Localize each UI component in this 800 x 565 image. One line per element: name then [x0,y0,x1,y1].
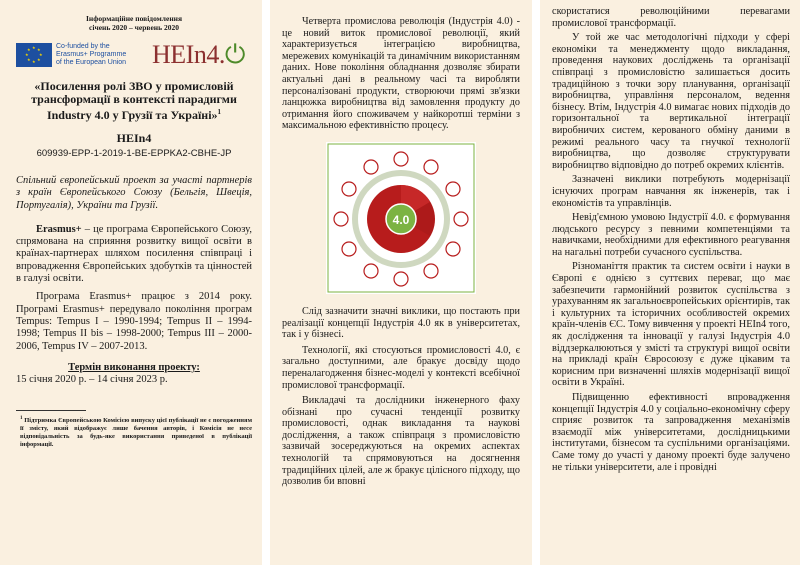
erasmus-bold: Erasmus+ [36,223,82,235]
programs-paragraph: Програма Erasmus+ працює з 2014 року. Програмі Erasmus+ передувало покоління програм Tempus: Tempus I – 1990-1994; Tempus II – 1994-1998; Tempus II bis – 1998-2000; Tempus III – 2000-2006, Tempus IV – 2007-2013. [16,291,252,352]
erasmus-paragraph: Erasmus+ – це програма Європейського Союзу, спрямована на сприяння розвитку вищої освіти в країнах-партнерах шляхом посилення співпраці і впровадження Європейських здобутків та цінностей в галузі освіти. [16,223,252,285]
newsletter-header [16,14,252,32]
eu-cofunded-text: Co-funded by the Erasmus+ Programme of the European Union [56,43,127,66]
modernization-paragraph: Зазначені виклики потребують модернізації існуючих програм навчання як інженерів, так і економістів та управлінців. [552,174,790,209]
continuation-paragraph: скористатися революційними перевагами промислової трансформації. [552,6,790,29]
technologies-paragraph: Технології, які стосуються промисловості 4.0, є загально доступними, але бракує досвіду щодо переналагодження бізнес-моделі у контексті всебічної промислової трансформації. [282,344,520,391]
project-code: 609939-EPP-1-2019-1-BE-EPPKA2-CBHE-JP [36,148,232,159]
deadline-value: 15 січня 2020 р. – 14 січня 2023 р. [16,373,168,385]
newsletter-period: січень 2020 – червень 2020 [89,23,179,32]
industry40-diagram-graphic [326,142,476,294]
challenges-paragraph: Слід зазначити значні виклики, що постають при реалізації концепції Індустрія 4.0 як в університетах, так і у бізнесі. [282,305,520,341]
newsletter-title: Інформаційне повідомлення [85,14,183,23]
diagram-technology-icon [446,242,460,256]
diagram-technology-icon [454,212,468,226]
deadline-label: Термін виконання проекту: [68,361,200,373]
diagram-technology-icon [364,160,378,174]
diversity-paragraph: Різноманіття практик та систем освіти і науки в Європі є однією з суттєвих переваг, що має забезпечити гармонійний розвиток суспільства з урахуванням як загальноєвропейських орієнтирів, так і культурних та історичних особливостей окремих країн-членів ЄС. Тому вивчення у проекті HEIn4 того, як дослідження та інновації у галузі Індустрія 4.0 віддзеркалюються у змісті та структурі вищої освіти на прикладі країн Євросоюзу є дуже цікавим та корисним при визначенні шляхів модернізації вищої освіти в Україні. [552,261,790,389]
human-resource-paragraph: Невід'ємною умовою Індустрії 4.0. є формування людського ресурсу з певними компетенціями та навичками, необхідними для ефективного реагування на нагальні потреби сучасного суспільства. [552,212,790,258]
footnote: $^1$ Підтримка Європейською Комісією випуску цієї публікації не є погодженням її змісту, який відображує лише бачення авторів, і Комісія не несе відповідальність за будь-яке використання приведеної в публікації інформації. [20,415,252,449]
diagram-technology-icon [424,160,438,174]
project-name: HEIn4 [116,131,152,145]
efficiency-paragraph: Підвищенню ефективності впровадження концепції Індустрія 4.0 у соціально-економічну сферу сприяє розвиток та запровадження механізмів взаємодії між університетами, дослідницькими інститутами, бізнесом та суспільними організаціями. Саме тому до участі у даному проекті буде залучено не тільки університети, але і провідні [552,392,790,473]
column-left [0,0,262,565]
diagram-technology-icon [446,182,460,196]
diagram-technology-icon [342,182,356,196]
logo-row [16,40,252,70]
diagram-technology-icon [394,152,408,166]
industry40-diagram [326,142,476,294]
methodology-paragraph: У той же час методологічні підходи у сфері економіки та менеджменту щодо викладання, проведення наукових досліджень та організації співпраці з промисловістю залишається досить традиційною з точки зору планування, організації виробництва, управління персоналом, ведення бізнесу. Втім, Індустрія 4.0 вимагає нових підходів до горизонтальної та вертикальної інтеграції виробничих систем, керованого обміну даними в режимі реального часу та гнучкої технології виробництва, що дозволяє структурувати виробництво відповідно до потреб окремих клієнтів. [552,32,790,171]
hein4-logo: HEIn4.⏻ [152,39,245,69]
project-intro: Спільний європейський проект за участі партнерів з країн Європейського Союзу (Бельгія, Швеція, Португалія), України та Грузії. [16,175,252,211]
researchers-paragraph: Викладачі та дослідники інженерного фаху обізнані про сучасні тенденції розвитку промисловості, однак викладання та наукові дослідження, а також співпраця з промисловістю зазвичай зосереджуються на окремих аспектах технологій та спрямовуються на досягнення традиційних цілей, але ж бракує цілісного підходу, що дозволив би вповні [282,395,520,488]
industry40-paragraph: Четверта промислова революція (Індустрія 4.0) - це новий виток промислової революції, який характеризується інтеграцією виробництва, мережевих комунікацій та динамічним використанням даних. Нове покоління обладнання дозволяє збирати актуальні дані в реальному часі та виробляти персоналізовані продукти, створюючи прямі зв'язки ланцюжка виробництва від замовлення продукту до отримання його споживачем у найкоротші терміни з максимальною ефективністю процесу. [282,16,520,132]
diagram-technology-icon [334,212,348,226]
diagram-technology-icon [364,264,378,278]
diagram-technology-icon [394,272,408,286]
project-title: «Посилення ролі ЗВО у промисловій трансформації в контексті парадигми Industry 4.0 у Грузії та Україні»$^1$ [31,79,237,122]
eu-flag-icon: ★ ★ ★ ★ ★ ★ ★ ★ [16,43,52,67]
title-footnote-mark: 1 [217,108,222,116]
diagram-technology-icon [342,242,356,256]
footnote-mark: 1 [20,415,23,421]
footnote-divider [16,410,86,411]
diagram-technology-icon [424,264,438,278]
column-right [540,0,800,565]
power-icon: ⏻ [224,39,245,69]
column-middle [270,0,532,565]
diagram-center-label: 4.0 [392,212,410,227]
